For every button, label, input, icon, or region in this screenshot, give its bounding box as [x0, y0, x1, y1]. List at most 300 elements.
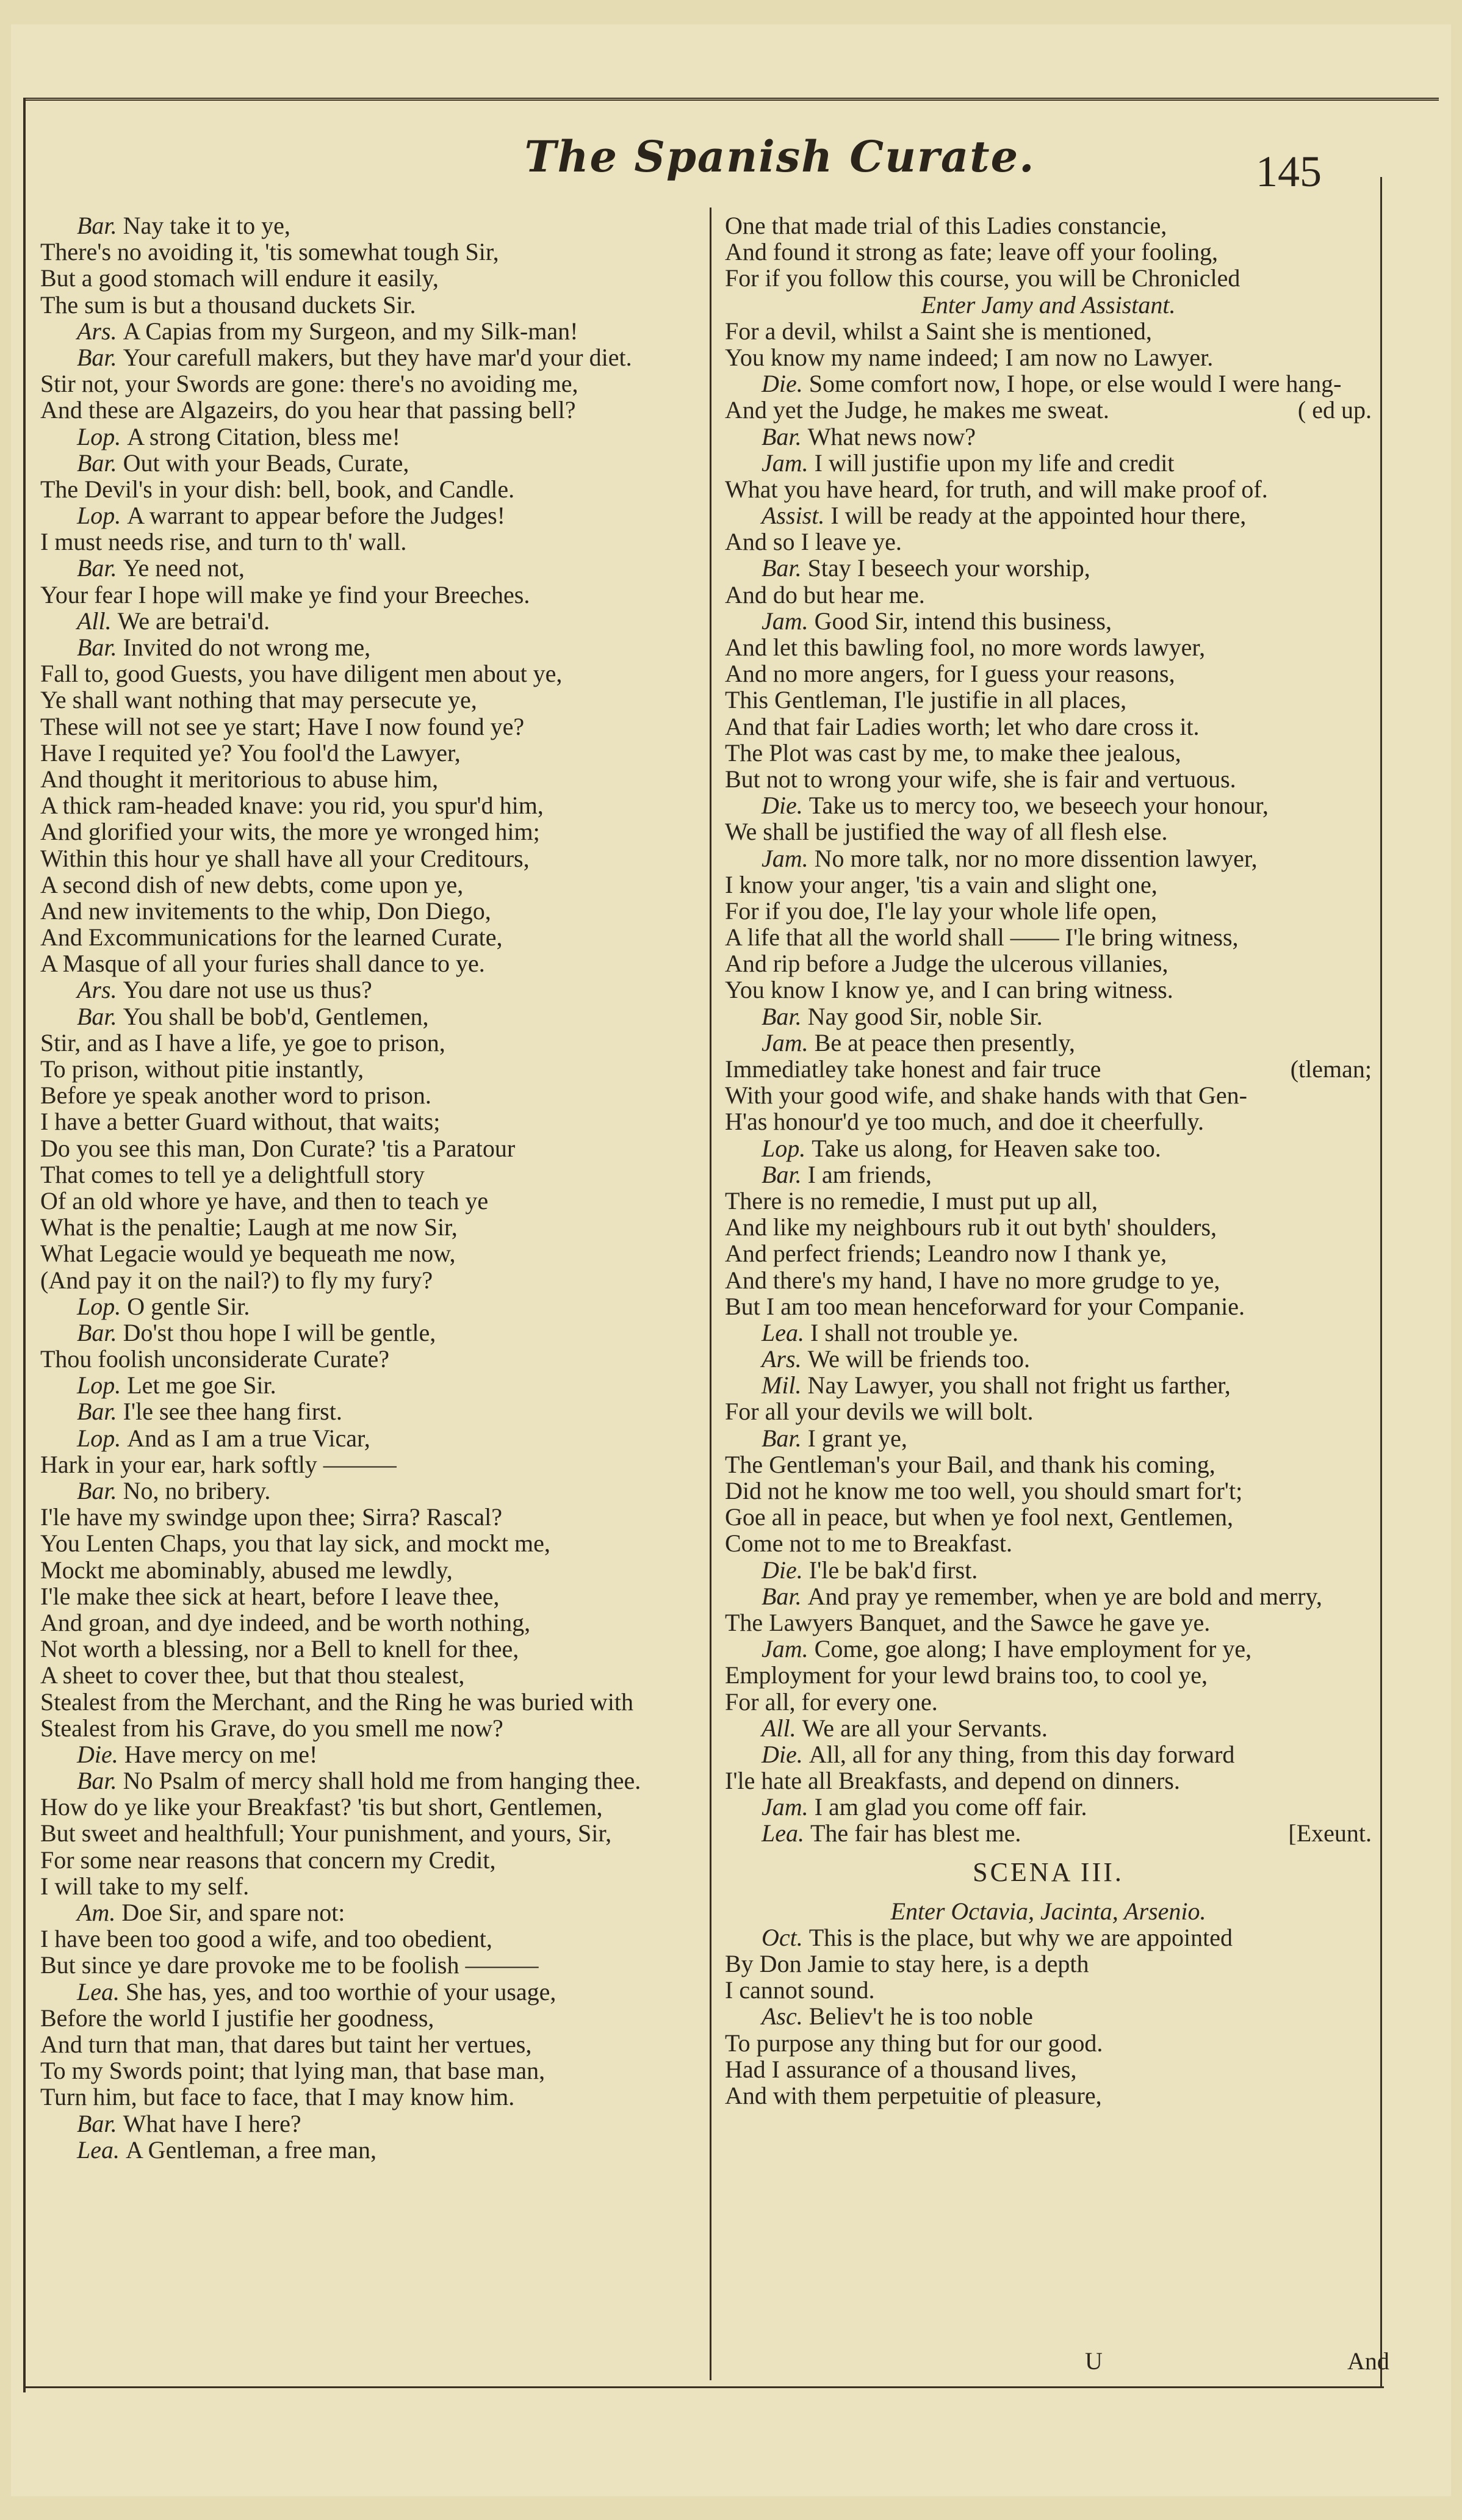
speaker-prefix: Lop. — [762, 1134, 812, 1162]
verse-line — [725, 1267, 1372, 1293]
verse-line — [40, 1715, 699, 1741]
verse-line — [40, 212, 699, 239]
verse-line — [725, 1557, 1372, 1583]
verse-line — [725, 1372, 1372, 1398]
verse-line — [725, 608, 1372, 634]
line-text: I'le see thee hang first. — [123, 1398, 342, 1426]
verse-line — [40, 924, 699, 950]
line-text: I'le make thee sick at heart, before I leave thee, — [40, 1582, 500, 1610]
verse-line — [725, 1478, 1372, 1504]
verse-line — [40, 502, 699, 529]
line-text: You know my name indeed; I am now no Lawyer. — [725, 343, 1214, 371]
line-text: How do ye like your Breakfast? 'tis but short, Gentlemen, — [40, 1793, 603, 1821]
line-text: This is the place, but why we are appointed — [808, 1923, 1233, 1951]
speaker-prefix: Bar. — [77, 1318, 123, 1346]
verse-line — [725, 1977, 1372, 2003]
line-text: Immediatley take honest and fair truce — [725, 1055, 1101, 1083]
verse-line — [40, 1425, 699, 1451]
line-text: I will take to my self. — [40, 1872, 250, 1900]
line-tail: [Exeunt. — [1288, 1819, 1372, 1847]
verse-line — [725, 924, 1372, 950]
verse-line — [40, 1346, 699, 1372]
verse-line — [40, 1847, 699, 1873]
verse-line — [40, 450, 699, 476]
speaker-prefix: Oct. — [762, 1923, 809, 1951]
speaker-prefix: Lop. — [77, 422, 128, 450]
verse-line — [725, 1082, 1372, 1108]
line-text: Within this hour ye shall have all your Creditours, — [40, 844, 530, 872]
speaker-prefix: Bar. — [762, 422, 808, 450]
line-text: And Excommunications for the learned Curate, — [40, 923, 503, 951]
speaker-prefix: Jam. — [762, 607, 815, 635]
line-text: Stealest from his Grave, do you smell me now? — [40, 1714, 503, 1742]
line-text: A second dish of new debts, come upon ye, — [40, 870, 464, 898]
verse-line — [40, 1135, 699, 1161]
line-text: For a devil, whilst a Saint she is mentioned, — [725, 317, 1152, 345]
speaker-prefix: Assist. — [762, 502, 831, 530]
verse-line — [40, 265, 699, 291]
right-column — [725, 212, 1372, 2109]
line-text: Take us along, for Heaven sake too. — [812, 1134, 1161, 1162]
verse-line — [725, 1609, 1372, 1636]
left-rule — [23, 98, 26, 2392]
line-text: The Gentleman's your Bail, and thank his coming, — [725, 1450, 1215, 1478]
line-text: Stir, and as I have a life, ye goe to prison, — [40, 1028, 445, 1056]
signature-mark: U — [1085, 2347, 1103, 2375]
verse-line — [40, 766, 699, 792]
verse-line — [40, 1609, 699, 1636]
speaker-prefix: Bar. — [77, 343, 123, 371]
verse-line — [725, 502, 1372, 529]
line-text: A Masque of all your furies shall dance to ye. — [40, 950, 485, 978]
line-text: I'le be bak'd first. — [808, 1556, 978, 1584]
speaker-prefix: Bar. — [77, 1477, 123, 1504]
stage-direction: Enter Octavia, Jacinta, Arsenio. — [890, 1897, 1206, 1925]
line-text: You shall be bob'd, Gentlemen, — [123, 1002, 429, 1030]
line-text: And turn that man, that dares but taint her vertues, — [40, 2030, 532, 2058]
line-text: What news now? — [807, 422, 976, 450]
verse-line — [40, 634, 699, 660]
verse-line — [725, 1214, 1372, 1240]
verse-line — [725, 2003, 1372, 2029]
speaker-prefix: Die. — [77, 1740, 124, 1768]
verse-line — [725, 582, 1372, 608]
line-text: Come not to me to Breakfast. — [725, 1529, 1013, 1558]
line-text: And rip before a Judge the ulcerous villanies, — [725, 950, 1169, 978]
line-text: Before the world I justifie her goodness, — [40, 2004, 434, 2032]
line-text: I'le hate all Breakfasts, and depend on dinners. — [725, 1767, 1180, 1795]
verse-line — [725, 950, 1372, 977]
verse-line — [725, 2056, 1372, 2082]
verse-line — [40, 1952, 699, 1978]
speaker-prefix: Bar. — [77, 554, 123, 582]
line-text: Your carefull makers, but they have mar'd your diet. — [123, 343, 632, 371]
verse-line — [725, 476, 1372, 502]
line-text: Good Sir, intend this business, — [814, 607, 1112, 635]
speaker-prefix: Mil. — [762, 1371, 808, 1399]
line-text: Nay good Sir, noble Sir. — [807, 1002, 1043, 1030]
line-text: The Lawyers Banquet, and the Sawce he gave ye. — [725, 1608, 1211, 1636]
verse-line — [725, 1689, 1372, 1715]
verse-line — [40, 792, 699, 818]
line-text: I am friends, — [807, 1160, 932, 1188]
line-text: Ye shall want nothing that may persecute ye, — [40, 686, 477, 714]
line-text: And pray ye remember, when ye are bold and merry, — [807, 1582, 1322, 1610]
verse-line — [725, 1188, 1372, 1214]
line-text: And these are Algazeirs, do you hear that passing bell? — [40, 396, 576, 424]
verse-line — [40, 977, 699, 1003]
verse-line — [725, 1636, 1372, 1662]
verse-line — [40, 370, 699, 397]
line-text: There is no remedie, I must put up all, — [725, 1186, 1098, 1215]
line-text: Goe all in peace, but when ye fool next, Gentlemen, — [725, 1503, 1234, 1531]
line-text: The fair has blest me. — [810, 1819, 1021, 1847]
verse-line — [725, 1530, 1372, 1556]
speaker-prefix: All. — [762, 1714, 802, 1742]
line-text: For all your devils we will bolt. — [725, 1398, 1034, 1426]
line-text: A sheet to cover thee, but that thou stealest, — [40, 1661, 465, 1689]
line-text: Hark in your ear, hark softly ——— — [40, 1450, 397, 1478]
line-text: All, all for any thing, from this day forward — [808, 1740, 1235, 1768]
speaker-prefix: Bar. — [762, 1160, 808, 1188]
verse-line — [725, 1767, 1372, 1794]
speaker-prefix: Lea. — [762, 1819, 810, 1847]
line-text: For some near reasons that concern my Credit, — [40, 1846, 496, 1874]
line-text: And do but hear me. — [725, 580, 925, 608]
top-rule — [23, 98, 1439, 101]
verse-line — [725, 766, 1372, 792]
verse-line — [725, 1425, 1372, 1451]
line-text: To purpose any thing but for our good. — [725, 2029, 1103, 2057]
line-text: For if you doe, I'le lay your whole life open, — [725, 897, 1158, 925]
line-text: One that made trial of this Ladies constancie, — [725, 212, 1167, 239]
line-text: For all, for every one. — [725, 1688, 938, 1716]
verse-line — [725, 1003, 1372, 1030]
verse-line — [725, 818, 1372, 845]
line-text: What is the penaltie; Laugh at me now Sir, — [40, 1213, 458, 1241]
verse-line — [40, 2005, 699, 2031]
line-text: And no more angers, for I guess your reasons, — [725, 660, 1175, 688]
verse-line — [40, 292, 699, 318]
speaker-prefix: Lop. — [77, 1371, 128, 1399]
line-text: She has, yes, and too worthie of your usage, — [126, 1977, 556, 2006]
line-text: Have mercy on me! — [124, 1740, 318, 1768]
verse-line — [40, 344, 699, 370]
verse-line — [725, 1583, 1372, 1609]
speaker-prefix: Die. — [762, 792, 809, 820]
line-text: I grant ye, — [807, 1424, 907, 1452]
verse-line — [40, 529, 699, 555]
verse-line — [40, 898, 699, 924]
verse-line — [725, 450, 1372, 476]
line-text: Have I requited ye? You fool'd the Lawyer, — [40, 738, 461, 767]
verse-line — [40, 1214, 699, 1240]
line-text: (And pay it on the nail?) to fly my fury? — [40, 1266, 433, 1294]
verse-line — [725, 1161, 1372, 1188]
line-text: For if you follow this course, you will be Chronicled — [725, 264, 1241, 292]
line-text: I cannot sound. — [725, 1976, 875, 2004]
verse-line — [725, 1451, 1372, 1478]
verse-line — [725, 1924, 1372, 1951]
line-text: And as I am a true Vicar, — [127, 1424, 370, 1452]
verse-line — [40, 950, 699, 977]
speaker-prefix: Asc. — [762, 2002, 809, 2031]
line-text: And new invitements to the whip, Don Diego, — [40, 897, 491, 925]
verse-line — [40, 1398, 699, 1424]
line-text: Fall to, good Guests, you have diligent men about ye, — [40, 660, 563, 688]
line-text: Stay I beseech your worship, — [807, 554, 1090, 582]
line-text: The Devil's in your dish: bell, book, and Candle. — [40, 475, 515, 503]
verse-line — [40, 740, 699, 766]
line-text: Do'st thou hope I will be gentle, — [123, 1318, 436, 1346]
line-text: Stir not, your Swords are gone: there's no avoiding me, — [40, 370, 578, 398]
page-number: 145 — [1256, 147, 1322, 196]
line-text: But sweet and healthfull; Your punishment, and yours, Sir, — [40, 1819, 612, 1847]
speaker-prefix: Bar. — [762, 1582, 808, 1610]
line-text: What you have heard, for truth, and will make proof of. — [725, 475, 1268, 503]
verse-line — [725, 2082, 1372, 2109]
line-text: And that fair Ladies worth; let who dare cross it. — [725, 712, 1200, 740]
speaker-prefix: Jam. — [762, 1635, 815, 1663]
verse-line — [40, 1003, 699, 1030]
verse-line — [40, 660, 699, 687]
verse-line — [40, 1926, 699, 1952]
line-text: Of an old whore ye have, and then to teach ye — [40, 1186, 489, 1215]
line-text: The sum is but a thousand duckets Sir. — [40, 291, 416, 319]
line-text: Doe Sir, and spare not: — [121, 1899, 345, 1926]
verse-line — [40, 1741, 699, 1767]
line-tail: (tleman; — [1290, 1055, 1372, 1083]
verse-line — [40, 1267, 699, 1293]
speaker-prefix: Lea. — [77, 2136, 126, 2164]
verse-line — [725, 370, 1372, 397]
line-text: The Plot was cast by me, to make thee jealous, — [725, 738, 1181, 767]
line-text: This Gentleman, I'le justifie in all places, — [725, 686, 1127, 714]
verse-line — [40, 1873, 699, 1899]
speaker-prefix: All. — [77, 607, 118, 635]
verse-line — [40, 1478, 699, 1504]
line-text: I'le have my swindge upon thee; Sirra? Rascal? — [40, 1503, 502, 1531]
verse-line — [40, 1794, 699, 1820]
line-text: That comes to tell ye a delightfull story — [40, 1160, 425, 1188]
line-text: I have a better Guard without, that waits; — [40, 1108, 441, 1136]
stage-direction: Enter Jamy and Assistant. — [921, 291, 1176, 319]
verse-line — [725, 397, 1372, 423]
line-text: I shall not trouble ye. — [810, 1318, 1019, 1346]
speaker-prefix: Die. — [762, 370, 809, 398]
line-text: There's no avoiding it, 'tis somewhat tough Sir, — [40, 238, 499, 266]
verse-line — [40, 397, 699, 423]
verse-line — [40, 318, 699, 344]
line-text: Nay take it to ye, — [123, 212, 290, 239]
verse-line — [725, 1293, 1372, 1320]
verse-line — [40, 1240, 699, 1266]
speaker-prefix: Lop. — [77, 1292, 128, 1320]
verse-line — [40, 713, 699, 740]
line-text: But not to wrong your wife, she is fair and vertuous. — [725, 765, 1236, 793]
line-text: But since ye dare provoke me to be foolish ——— — [40, 1951, 539, 1979]
line-text: Your fear I hope will make ye find your Breeches. — [40, 580, 530, 608]
speaker-prefix: Bar. — [762, 1424, 808, 1452]
speaker-prefix: Jam. — [762, 449, 815, 477]
line-text: Thou foolish unconsiderate Curate? — [40, 1345, 390, 1373]
verse-line — [40, 1293, 699, 1320]
verse-line — [40, 2110, 699, 2137]
line-text: And with them perpetuitie of pleasure, — [725, 2081, 1102, 2109]
verse-line — [725, 212, 1372, 239]
verse-line — [40, 1451, 699, 1478]
line-text: Turn him, but face to face, that I may know him. — [40, 2083, 515, 2111]
speaker-prefix: Bar. — [77, 1002, 123, 1030]
line-text: O gentle Sir. — [127, 1292, 250, 1320]
verse-line — [725, 792, 1372, 818]
line-text: Mockt me abominably, abused me lewdly, — [40, 1556, 453, 1584]
line-text: Did not he know me too well, you should smart for't; — [725, 1477, 1243, 1504]
line-text: A life that all the world shall —— I'le bring witness, — [725, 923, 1239, 951]
verse-line — [725, 977, 1372, 1003]
verse-line — [40, 1108, 699, 1135]
verse-line — [725, 898, 1372, 924]
line-text: I will justifie upon my life and credit — [814, 449, 1175, 477]
speaker-prefix: Jam. — [762, 1793, 815, 1821]
verse-line — [725, 344, 1372, 370]
speaker-prefix: Die. — [762, 1740, 809, 1768]
line-text: And thought it meritorious to abuse him, — [40, 765, 439, 793]
line-text: A warrant to appear before the Judges! — [127, 502, 505, 530]
verse-line — [40, 239, 699, 265]
speaker-prefix: Bar. — [77, 449, 123, 477]
verse-line — [725, 2030, 1372, 2056]
line-text: A strong Citation, bless me! — [127, 422, 401, 450]
verse-line — [725, 529, 1372, 555]
verse-line — [40, 2137, 699, 2163]
verse-line — [725, 424, 1372, 450]
verse-line — [40, 1557, 699, 1583]
line-text: By Don Jamie to stay here, is a depth — [725, 1950, 1089, 1977]
verse-line — [40, 1979, 699, 2005]
speaker-prefix: Bar. — [77, 2109, 123, 2137]
verse-line — [725, 1951, 1372, 1977]
verse-line — [40, 1372, 699, 1398]
verse-line — [40, 1899, 699, 1926]
verse-line — [725, 1320, 1372, 1346]
verse-line — [725, 1056, 1372, 1082]
scene-heading: SCENA III. — [973, 1857, 1124, 1887]
speaker-prefix: Bar. — [77, 212, 123, 239]
verse-line — [40, 476, 699, 502]
line-text: H'as honour'd ye too much, and doe it cheerfully. — [725, 1108, 1204, 1136]
verse-line — [40, 1820, 699, 1846]
bottom-rule — [23, 2386, 1384, 2388]
line-text: No Psalm of mercy shall hold me from hanging thee. — [123, 1767, 641, 1795]
line-text: Some comfort now, I hope, or else would I were hang- — [808, 370, 1342, 398]
line-text: To prison, without pitie instantly, — [40, 1055, 364, 1083]
line-text: Take us to mercy too, we beseech your honour, — [808, 792, 1269, 820]
verse-line — [40, 1320, 699, 1346]
speaker-prefix: Bar. — [762, 554, 808, 582]
verse-line — [725, 1662, 1372, 1688]
line-text: Nay Lawyer, you shall not fright us farther, — [807, 1371, 1231, 1399]
verse-line — [725, 1820, 1372, 1846]
running-title: The Spanish Curate. — [524, 131, 1035, 182]
verse-line — [40, 1662, 699, 1688]
line-text: We are all your Servants. — [802, 1714, 1048, 1742]
line-text: Out with your Beads, Curate, — [123, 449, 409, 477]
verse-line — [725, 1108, 1372, 1135]
line-text: I have been too good a wife, and too obedient, — [40, 1925, 492, 1953]
speaker-prefix: Die. — [762, 1556, 809, 1584]
speaker-prefix: Bar. — [77, 634, 123, 661]
verse-line — [40, 872, 699, 898]
verse-line — [725, 555, 1372, 581]
speaker-prefix: Lea. — [762, 1318, 810, 1346]
page-sheet — [11, 24, 1451, 2496]
verse-line — [40, 1767, 699, 1794]
verse-line — [40, 1583, 699, 1609]
line-text: To my Swords point; that lying man, that base man, — [40, 2057, 546, 2085]
line-text: Let me goe Sir. — [127, 1371, 276, 1399]
speaker-prefix: Ars. — [77, 317, 123, 345]
verse-line — [725, 1741, 1372, 1767]
line-text: Ye need not, — [123, 554, 245, 582]
verse-line — [40, 1689, 699, 1715]
verse-line — [40, 1161, 699, 1188]
verse-line — [40, 1530, 699, 1556]
line-text: Stealest from the Merchant, and the Ring he was buried with — [40, 1688, 633, 1716]
line-text: We will be friends too. — [807, 1345, 1031, 1373]
right-rule — [1380, 177, 1382, 2386]
line-text: These will not see ye start; Have I now found ye? — [40, 712, 525, 740]
line-text: I am glad you come off fair. — [814, 1793, 1087, 1821]
verse-line — [725, 1240, 1372, 1266]
verse-line — [40, 582, 699, 608]
line-text: A Gentleman, a free man, — [126, 2136, 376, 2164]
line-text: Not worth a blessing, nor a Bell to knell for thee, — [40, 1635, 519, 1663]
speaker-prefix: Bar. — [762, 1002, 808, 1030]
verse-line — [40, 2084, 699, 2110]
verse-line — [40, 555, 699, 581]
line-text: Be at peace then presently, — [814, 1028, 1075, 1056]
verse-line — [725, 265, 1372, 291]
verse-line — [40, 1082, 699, 1108]
left-column — [40, 212, 699, 2163]
line-text: And perfect friends; Leandro now I thank ye, — [725, 1240, 1167, 1268]
verse-line — [40, 608, 699, 634]
line-text: Do you see this man, Don Curate? 'tis a Paratour — [40, 1134, 516, 1162]
line-text: Before ye speak another word to prison. — [40, 1081, 431, 1110]
line-text: A Capias from my Surgeon, and my Silk-man! — [123, 317, 578, 345]
verse-line — [725, 1715, 1372, 1741]
line-text: And found it strong as fate; leave off your fooling, — [725, 238, 1218, 266]
speaker-prefix: Ars. — [762, 1345, 808, 1373]
speaker-prefix: Bar. — [77, 1767, 123, 1795]
line-text: Believ't he is too noble — [808, 2002, 1033, 2031]
line-text: Come, goe along; I have employment for ye, — [814, 1635, 1252, 1663]
line-text: And there's my hand, I have no more grudge to ye, — [725, 1266, 1220, 1294]
line-text: With your good wife, and shake hands with that Gen- — [725, 1081, 1247, 1110]
verse-line — [725, 1398, 1372, 1424]
line-text: We shall be justified the way of all flesh else. — [725, 818, 1168, 846]
verse-line — [725, 1030, 1372, 1056]
speaker-prefix: Lop. — [77, 1424, 128, 1452]
line-text: We are betrai'd. — [117, 607, 270, 635]
line-text: Had I assurance of a thousand lives, — [725, 2055, 1077, 2083]
line-text: I must needs rise, and turn to th' wall. — [40, 528, 407, 556]
line-text: No, no bribery. — [123, 1477, 271, 1504]
verse-line — [40, 845, 699, 872]
verse-line — [725, 1794, 1372, 1820]
line-text: And yet the Judge, he makes me sweat. — [725, 396, 1109, 424]
